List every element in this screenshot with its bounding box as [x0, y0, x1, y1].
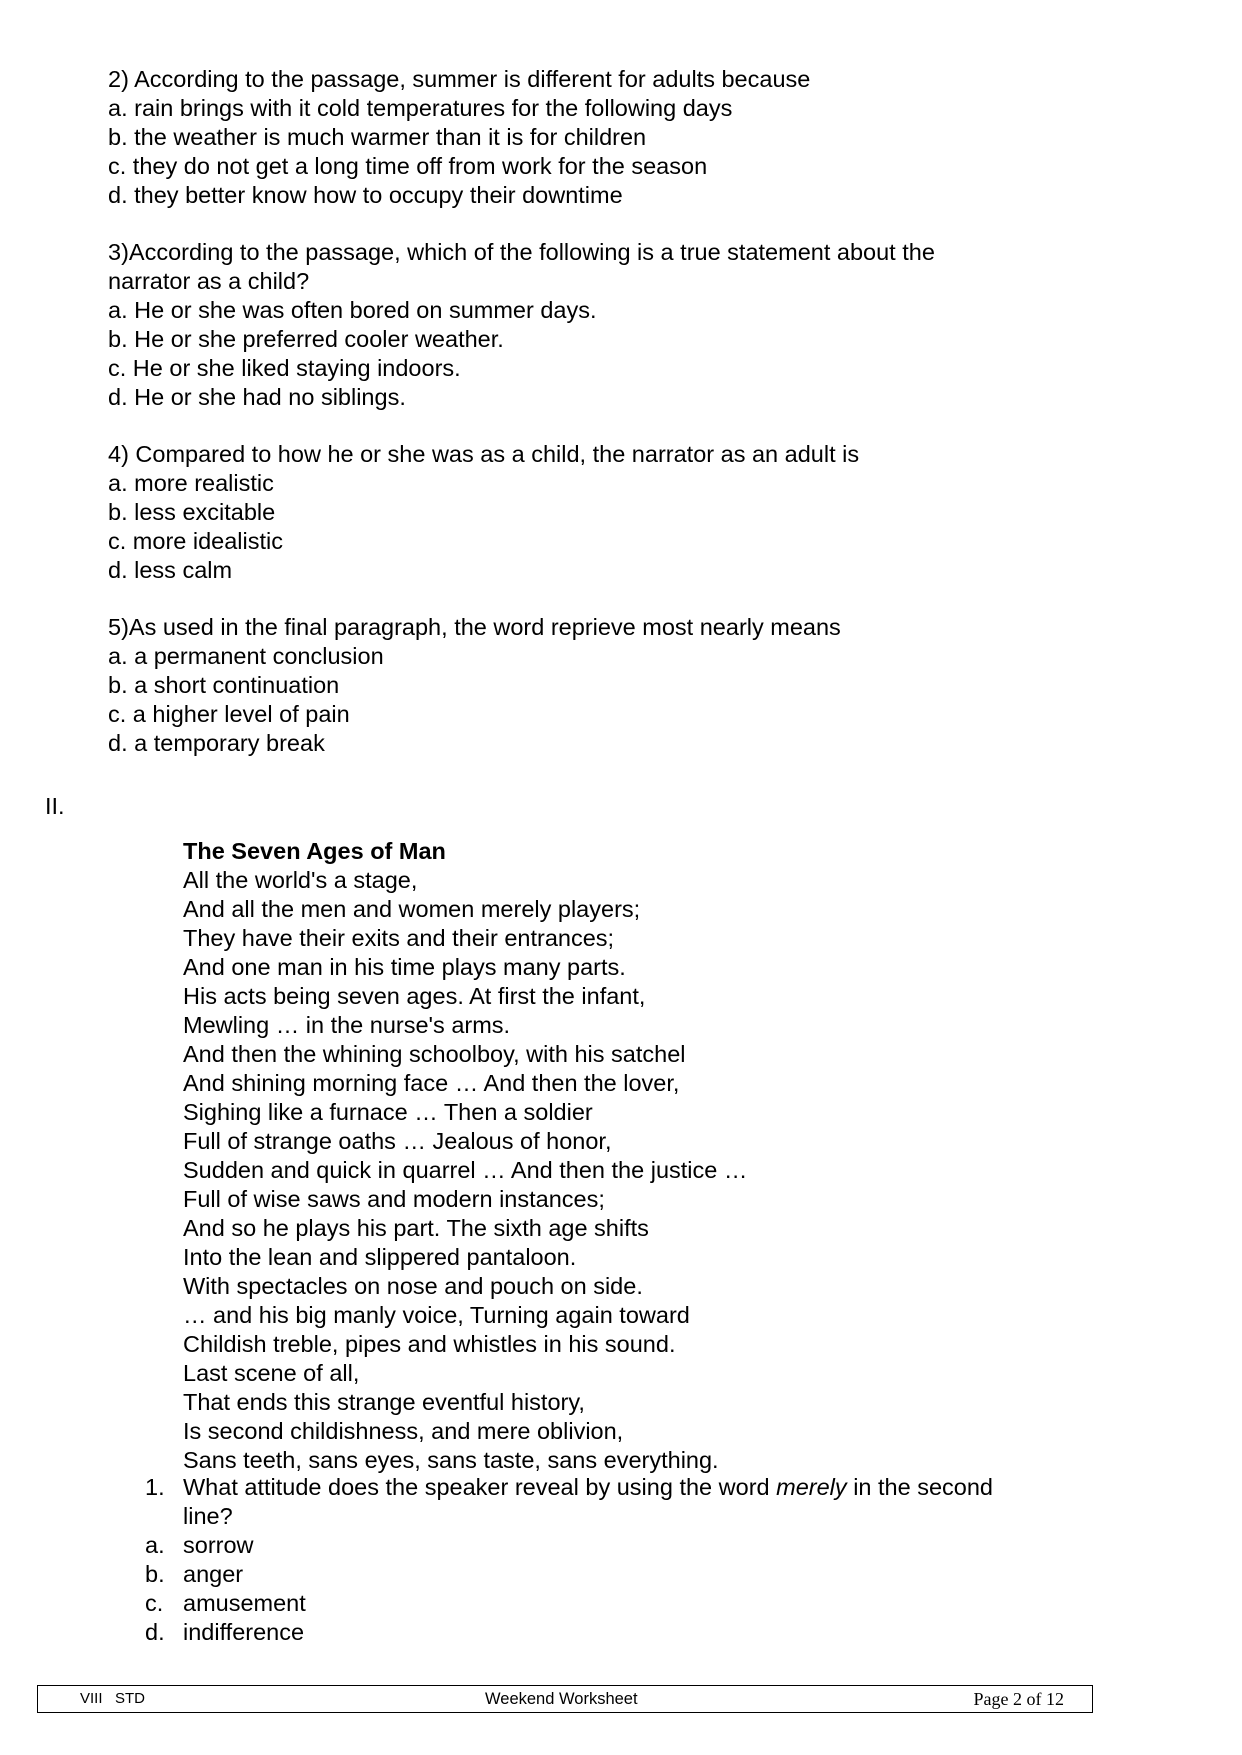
poem-line: And so he plays his part. The sixth age shifts	[183, 1215, 649, 1241]
footer-page-number: Page 2 of 12	[973, 1689, 1064, 1709]
option-letter: d.	[145, 1619, 165, 1645]
question-stem: 5)As used in the final paragraph, the word reprieve most nearly means	[108, 614, 841, 640]
poem-line: Sighing like a furnace … Then a soldier	[183, 1099, 593, 1125]
poem-line: Sans teeth, sans eyes, sans taste, sans everything.	[183, 1447, 719, 1473]
option-d: d. a temporary break	[108, 730, 325, 756]
poem-line: And all the men and women merely players;	[183, 896, 641, 922]
option-a	[145, 1531, 995, 1560]
option-b: b. He or she preferred cooler weather.	[108, 326, 504, 352]
poem-line: His acts being seven ages. At first the infant,	[183, 983, 646, 1009]
footer-title: Weekend Worksheet	[485, 1690, 638, 1708]
question-5	[108, 613, 841, 758]
section-label: II.	[45, 793, 65, 819]
option-d	[145, 1618, 995, 1647]
option-a: a. He or she was often bored on summer days.	[108, 297, 597, 323]
question-2	[108, 65, 810, 210]
poem-title: The Seven Ages of Man	[183, 838, 446, 864]
poem-question-1	[145, 1473, 995, 1647]
poem-line: Full of strange oaths … Jealous of honor,	[183, 1128, 612, 1154]
page-footer	[37, 1685, 1093, 1713]
question-text-part: in the second line?	[183, 1474, 993, 1529]
poem	[183, 837, 747, 1475]
option-letter: a.	[145, 1532, 165, 1558]
option-c	[145, 1589, 995, 1618]
poem-line: Full of wise saws and modern instances;	[183, 1186, 605, 1212]
question-stem-cont: narrator as a child?	[108, 268, 310, 294]
poem-line: Is second childishness, and mere oblivion,	[183, 1418, 624, 1444]
question-text	[183, 1473, 993, 1531]
option-text: sorrow	[183, 1532, 254, 1558]
question-stem: 3)According to the passage, which of the following is a true statement about the	[108, 239, 935, 265]
question-stem: 4) Compared to how he or she was as a child, the narrator as an adult is	[108, 441, 860, 467]
question-number: 1.	[145, 1474, 165, 1500]
question-4	[108, 440, 859, 585]
question-text-part: What attitude does the speaker reveal by using the word	[183, 1474, 777, 1500]
option-b: b. a short continuation	[108, 672, 340, 698]
poem-line: And one man in his time plays many parts.	[183, 954, 626, 980]
option-letter: c.	[145, 1590, 164, 1616]
poem-line: Mewling … in the nurse's arms.	[183, 1012, 511, 1038]
poem-line: And shining morning face … And then the lover,	[183, 1070, 680, 1096]
footer-class: VIII STD	[80, 1690, 146, 1707]
option-text: indifference	[183, 1619, 305, 1645]
poem-line: … and his big manly voice, Turning again toward	[183, 1302, 690, 1328]
option-a: a. more realistic	[108, 470, 274, 496]
option-a: a. a permanent conclusion	[108, 643, 384, 669]
poem-line: With spectacles on nose and pouch on side.	[183, 1273, 643, 1299]
option-b	[145, 1560, 995, 1589]
option-b: b. less excitable	[108, 499, 276, 525]
emphasized-word: merely	[776, 1474, 847, 1500]
option-c: c. they do not get a long time off from work for the season	[108, 153, 708, 179]
poem-line: Last scene of all,	[183, 1360, 360, 1386]
poem-line: All the world's a stage,	[183, 867, 418, 893]
option-text: amusement	[183, 1590, 306, 1616]
option-d: d. less calm	[108, 557, 233, 583]
poem-line: And then the whining schoolboy, with his satchel	[183, 1041, 686, 1067]
question-stem: 2) According to the passage, summer is different for adults because	[108, 66, 811, 92]
poem-line: Into the lean and slippered pantaloon.	[183, 1244, 577, 1270]
poem-line: Sudden and quick in quarrel … And then the justice …	[183, 1157, 748, 1183]
option-a: a. rain brings with it cold temperatures for the following days	[108, 95, 733, 121]
option-c: c. He or she liked staying indoors.	[108, 355, 461, 381]
option-b: b. the weather is much warmer than it is for children	[108, 124, 647, 150]
poem-line: Childish treble, pipes and whistles in his sound.	[183, 1331, 676, 1357]
option-d: d. He or she had no siblings.	[108, 384, 406, 410]
question-3	[108, 238, 935, 412]
poem-line: They have their exits and their entrances;	[183, 925, 615, 951]
option-d: d. they better know how to occupy their downtime	[108, 182, 623, 208]
option-c: c. more idealistic	[108, 528, 283, 554]
option-letter: b.	[145, 1561, 165, 1587]
question-row	[145, 1473, 995, 1531]
option-text: anger	[183, 1561, 244, 1587]
option-c: c. a higher level of pain	[108, 701, 350, 727]
poem-line: That ends this strange eventful history,	[183, 1389, 585, 1415]
